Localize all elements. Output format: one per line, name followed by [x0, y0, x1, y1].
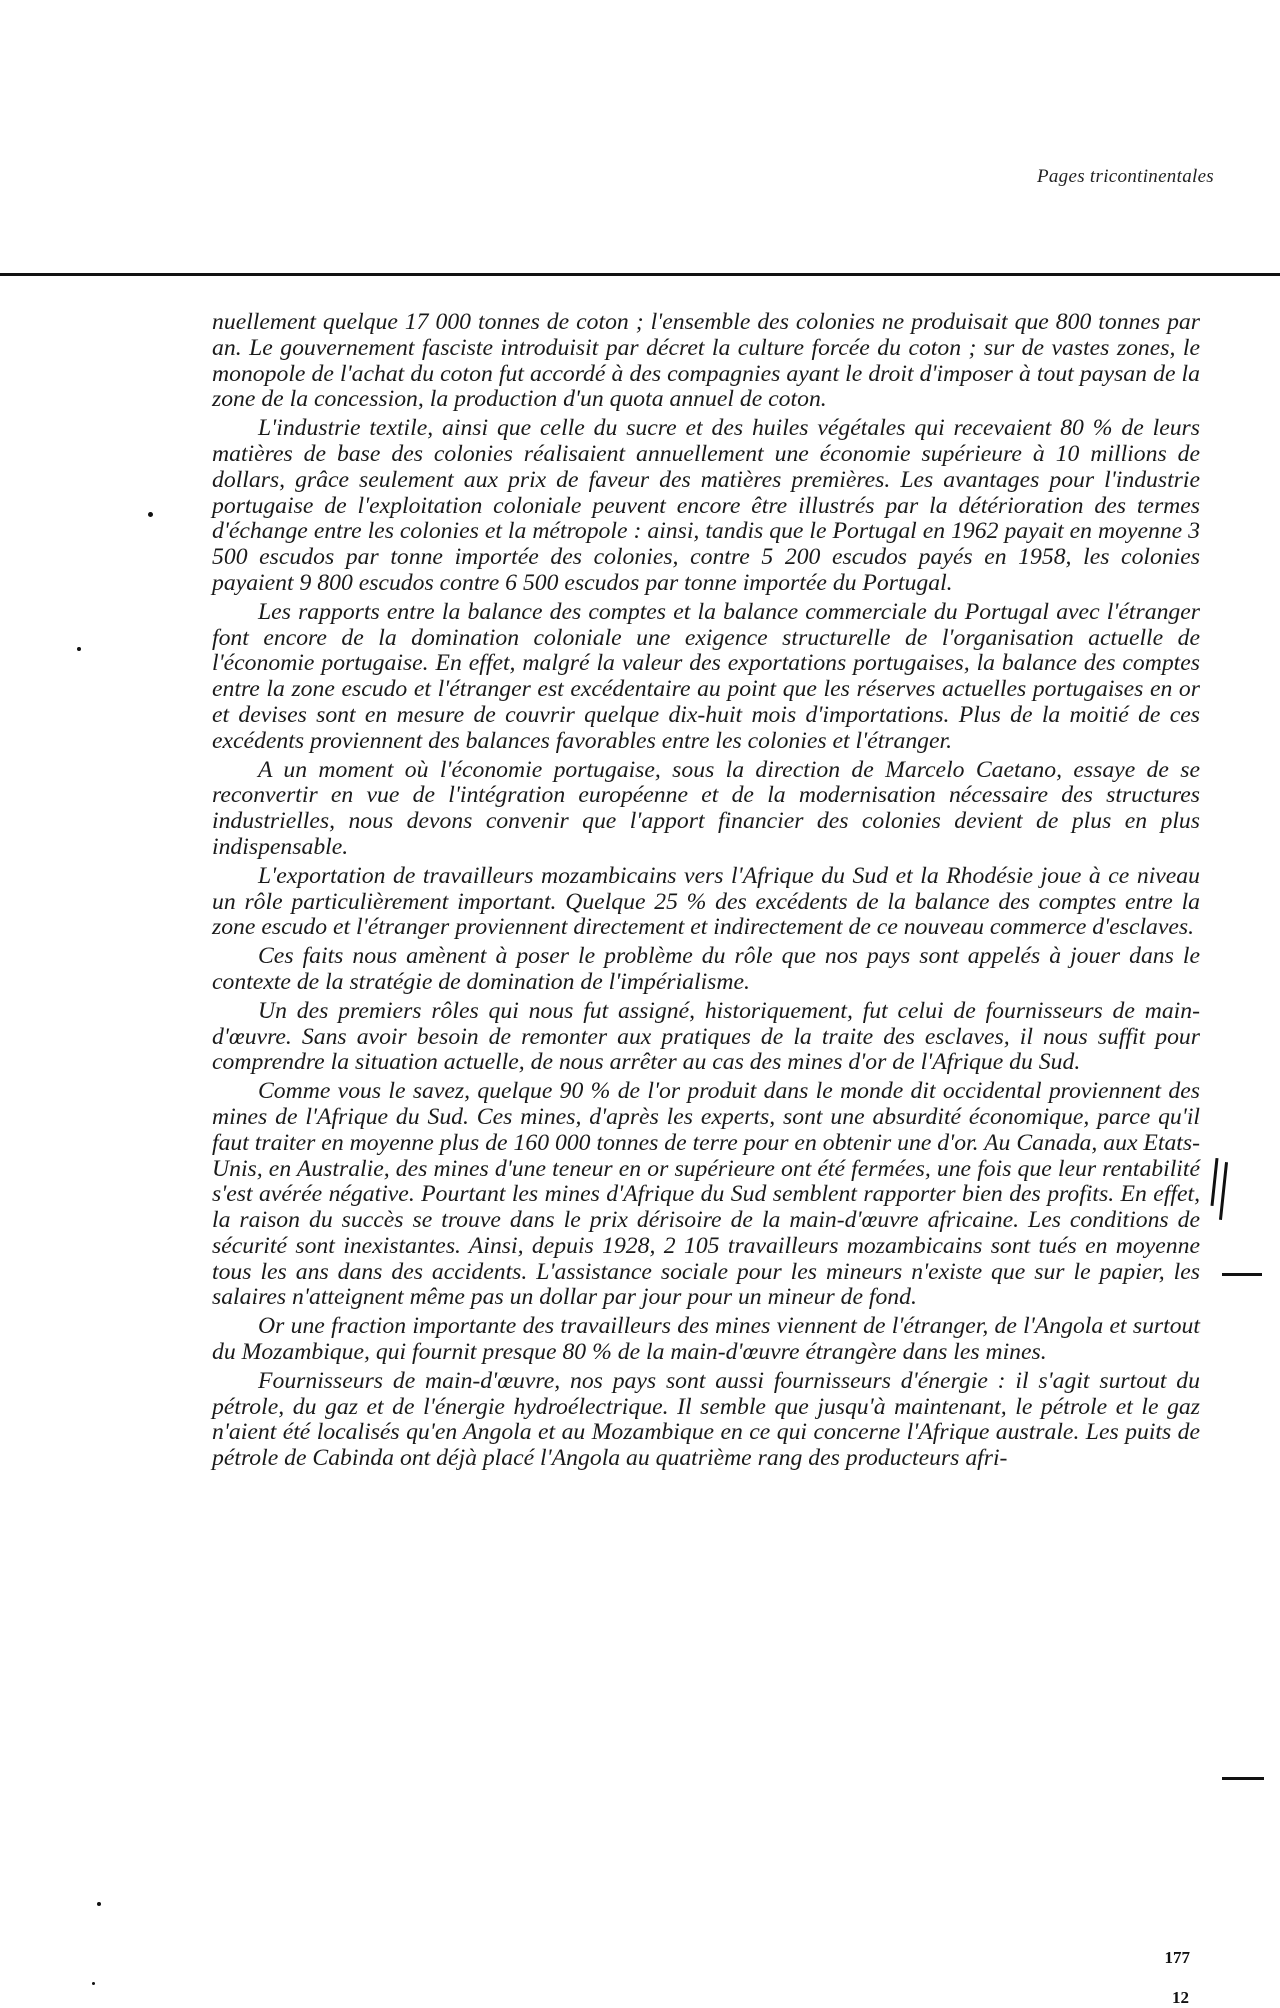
paragraph: Ces faits nous amènent à poser le problème du rôle que nos pays sont appelés à jouer dans le contexte de la stratégie de domination de l'impérialisme.	[212, 943, 1200, 995]
margin-dash	[1222, 1273, 1262, 1276]
signature-mark: 12	[1172, 1988, 1189, 2007]
paragraph: Or une fraction importante des travailleurs des mines viennent de l'étranger, de l'Angola et surtout du Mozambique, qui fournit presque 80 % de la main-d'œuvre étrangère dans les mines.	[212, 1313, 1200, 1366]
paragraph: L'exportation de travailleurs mozambicains vers l'Afrique du Sud et la Rhodésie joue à ce niveau un rôle particulièrement important. Quelque 25 % des excédents de la balance des comptes entre la zone escudo et l'étranger proviennent directement et indirectement de ce nouveau commerce d'esclaves.	[212, 862, 1200, 941]
paragraph: Comme vous le savez, quelque 90 % de l'or produit dans le monde dit occidental proviennent des mines de l'Afrique du Sud. Ces mines, d'après les experts, sont une absurdité économique, parce qu'il faut traiter en moyenne plus de 160 000 tonnes de terre pour en obtenir une d'or. Au Canada, aux Etats-Unis, en Australie, des mines d'une teneur en or supérieure ont été fermées, une fois que leur rentabilité s'est avérée négative. Pourtant les mines d'Afrique du Sud semblent rapporter bien des profits. En effet, la raison du succès se trouve dans le prix dérisoire de la main-d'œuvre africaine. Les conditions de sécurité sont inexistantes. Ainsi, depuis 1928, 2 105 travailleurs mozambicains sont tués en moyenne tous les ans dans des accidents. L'assistance sociale pour les mineurs n'existe que sur le papier, les salaires n'atteignent même pas un dollar par jour pour un mineur de fond.	[212, 1078, 1200, 1311]
running-head: Pages tricontinentales	[1036, 166, 1214, 187]
margin-dot	[77, 647, 81, 651]
paragraph: Fournisseurs de main-d'œuvre, nos pays sont aussi fournisseurs d'énergie : il s'agit surtout du pétrole, du gaz et de l'énergie hydroélectrique. Il semble que jusqu'à maintenant, le pétrole et le gaz n'aient été localisés qu'en Angola et au Mozambique en ce qui concerne l'Afrique australe. Les puits de pétrole de Cabinda ont déjà placé l'Angola au quatrième rang des producteurs afri-	[212, 1367, 1200, 1472]
page-number: 177	[1164, 1948, 1190, 1967]
margin-dash	[1222, 1777, 1264, 1780]
margin-dot	[148, 512, 153, 517]
margin-dot	[92, 1982, 95, 1985]
margin-bracket	[1219, 1162, 1228, 1220]
margin-dot	[97, 1902, 101, 1906]
margin-bracket	[1210, 1158, 1218, 1206]
paragraph: nuellement quelque 17 000 tonnes de coton ; l'ensemble des colonies ne produisait que 800 tonnes par an. Le gouvernement fasciste introduisit par décret la culture forcée du coton ; sur de vastes zones, le monopole de l'achat du coton fut accordé à des compagnies ayant le droit d'imposer à tout paysan de la zone de la concession, la production d'un quota annuel de coton.	[212, 309, 1200, 413]
body-text	[212, 310, 1200, 1475]
paragraph: L'industrie textile, ainsi que celle du sucre et des huiles végétales qui recevaient 80 % de leurs matières de base des colonies réalisaient annuellement une économie supérieure à 10 millions de dollars, grâce seulement aux prix de faveur des matières premières. Les avantages pour l'industrie portugaise de l'exploitation coloniale peuvent encore être illustrés par la détérioration des termes d'échange entre les colonies et la métropole : ainsi, tandis que le Portugal en 1962 payait en moyenne 3 500 escudos par tonne importée des colonies, contre 5 200 escudos payés en 1958, les colonies payaient 9 800 escudos contre 6 500 escudos par tonne importée du Portugal.	[212, 415, 1200, 596]
header-rule	[0, 273, 1280, 276]
paragraph: Les rapports entre la balance des comptes et la balance commerciale du Portugal avec l'étranger font encore de la domination coloniale une exigence structurelle de l'organisation actuelle de l'économie portugaise. En effet, malgré la valeur des exportations portugaises, la balance des comptes entre la zone escudo et l'étranger est excédentaire au point que les réserves actuelles portugaises en or et devises sont en mesure de couvrir quelque dix-huit mois d'importations. Plus de la moitié de ces excédents proviennent des balances favorables entre les colonies et l'étranger.	[212, 598, 1200, 754]
paragraph: Un des premiers rôles qui nous fut assigné, historiquement, fut celui de fournisseurs de main-d'œuvre. Sans avoir besoin de remonter aux pratiques de la traite des esclaves, il nous suffit pour comprendre la situation actuelle, de nous arrêter au cas des mines d'or de l'Afrique du Sud.	[212, 997, 1200, 1076]
paragraph: A un moment où l'économie portugaise, sous la direction de Marcelo Caetano, essaye de se reconvertir en vue de l'intégration européenne et de la modernisation nécessaire des structures industrielles, nous devons convenir que l'apport financier des colonies devient de plus en plus indispensable.	[212, 756, 1200, 860]
